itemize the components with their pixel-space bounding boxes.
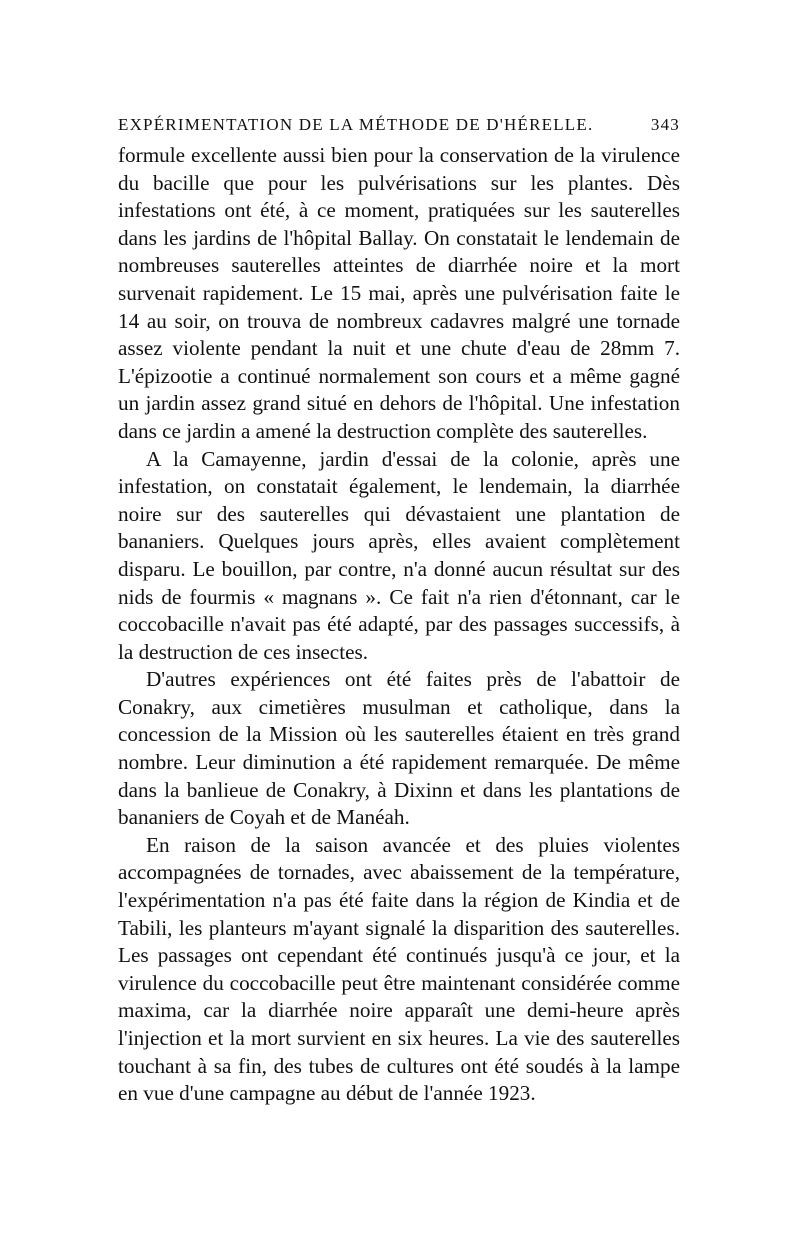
running-title: EXPÉRIMENTATION DE LA MÉTHODE DE D'HÉRELLE. — [118, 115, 594, 134]
paragraph-season: En raison de la saison avancée et des pluies violentes accompagnées de tornades, avec abaissement de la température, l'expérimentation n'a pas été faite dans la région de Kindia et de Tabili, les planteurs m'ayant signalé la disparition des sauterelles. Les passages ont cependant été continués jusqu'à ce jour, et la virulence du coccobacille peut être maintenant considérée comme maxima, car la diarrhée noire apparaît une demi-heure après l'injection et la mort survient en six heures. La vie des sauterelles touchant à sa fin, des tubes de cultures ont été soudés à la lampe en vue d'une campagne au début de l'année 1923. — [118, 832, 680, 1106]
paragraph-other-experiments: D'autres expériences ont été faites près de l'abattoir de Conakry, aux cimetières musulman et catholique, dans la concession de la Mission où les sauterelles étaient en très grand nombre. Leur diminution a été rapidement remarquée. De même dans la banlieue de Conakry, à Dixinn et dans les plantations de bananiers de Coyah et de Manéah. — [118, 667, 680, 830]
running-header — [118, 114, 680, 136]
paragraph-continuation: formule excellente aussi bien pour la conservation de la virulence du bacille que pour les pulvérisations sur les plantes. Dès infestations ont été, à ce moment, pratiquées sur les sauterelles dans les jardins de l'hôpital Ballay. On constatait le lendemain de nombreuses sauterelles atteintes de diarrhée noire et la mort survenait rapidement. Le 15 mai, après une pulvérisation faite le 14 au soir, on trouva de nombreux cadavres malgré une tornade assez violente pendant la nuit et une chute d'eau de 28mm 7. L'épizootie a continué normalement son cours et a même gagné un jardin assez grand situé en dehors de l'hôpital. Une infestation dans ce jardin a amené la destruction complète des sauterelles. — [118, 143, 680, 443]
page-number: 343 — [650, 115, 680, 134]
page-body — [118, 142, 680, 1108]
book-page — [118, 114, 680, 1108]
paragraph-camayenne: A la Camayenne, jardin d'essai de la colonie, après une infestation, on constatait également, le lendemain, la diarrhée noire sur des sauterelles qui dévastaient une plantation de bananiers. Quelques jours après, elles avaient complètement disparu. Le bouillon, par contre, n'a donné aucun résultat sur des nids de fourmis « magnans ». Ce fait n'a rien d'étonnant, car le coccobacille n'avait pas été adapté, par des passages successifs, à la destruction de ces insectes. — [118, 446, 680, 664]
